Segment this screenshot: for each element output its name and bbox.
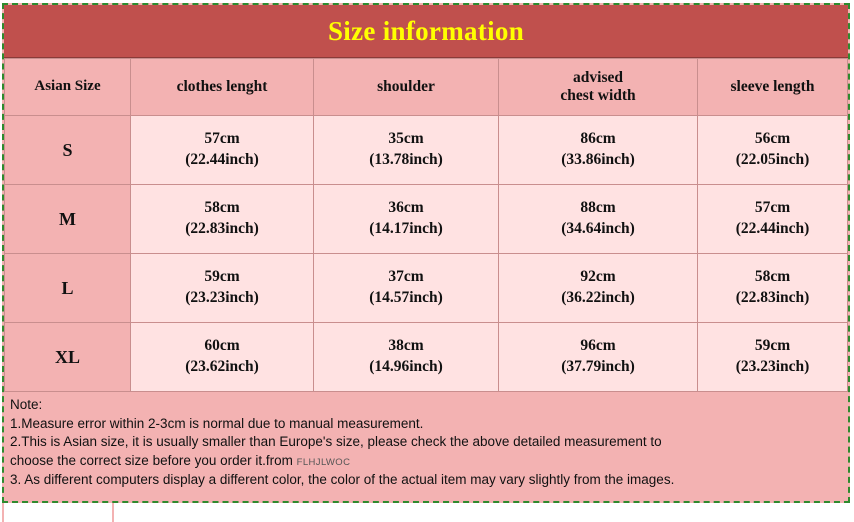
cell-shoulder — [314, 185, 499, 254]
value-inch: (14.57inch) — [369, 289, 443, 306]
cell-clothes-length — [131, 116, 314, 185]
column-header-chest-width-line2: chest width — [560, 87, 636, 104]
cell-shoulder — [314, 116, 499, 185]
value-inch: (22.44inch) — [735, 220, 810, 237]
value-cm: 36cm — [388, 199, 424, 217]
value-inch: (14.96inch) — [369, 358, 443, 375]
value-cm: 86cm — [580, 130, 616, 148]
table-header-row — [5, 59, 848, 116]
note-line-3-text: choose the correct size before you order it.from — [10, 452, 297, 468]
bottom-strip-edge-right — [112, 503, 114, 522]
watermark-text: FLHJLWOC — [296, 456, 351, 468]
column-header-asian-size: Asian Size — [5, 59, 131, 116]
value-cm: 56cm — [754, 130, 791, 148]
bottom-strip — [0, 503, 854, 522]
value-cm: 60cm — [204, 337, 240, 355]
cell-chest-width — [499, 254, 698, 323]
value-inch: (23.23inch) — [185, 289, 259, 306]
table-row — [5, 116, 848, 185]
value-cm: 96cm — [580, 337, 616, 355]
note-section — [4, 392, 848, 492]
row-size-label: S — [5, 116, 131, 185]
cell-sleeve-length — [698, 116, 848, 185]
note-heading: Note: — [10, 397, 43, 412]
cell-clothes-length — [131, 323, 314, 392]
column-header-chest-width-line1: advised — [573, 68, 623, 86]
value-cm: 59cm — [204, 268, 240, 286]
column-header-chest-width — [499, 59, 698, 116]
note-line-2: 2.This is Asian size, it is usually smaller than Europe's size, please check the above detailed measurement to — [10, 434, 662, 450]
page-title: Size information — [327, 15, 525, 46]
value-inch: (22.44inch) — [185, 151, 259, 168]
cell-clothes-length — [131, 185, 314, 254]
value-inch: (13.78inch) — [369, 151, 443, 168]
value-inch: (36.22inch) — [561, 289, 635, 306]
value-cm: 35cm — [388, 130, 424, 148]
column-header-shoulder: shoulder — [314, 59, 499, 116]
bottom-strip-edge-left — [2, 503, 4, 522]
row-size-label: XL — [5, 323, 131, 392]
chart-title-bar — [4, 5, 848, 58]
value-cm: 58cm — [204, 199, 240, 217]
value-cm: 88cm — [580, 199, 616, 217]
value-inch: (23.62inch) — [185, 358, 259, 375]
column-header-clothes-length: clothes lenght — [131, 59, 314, 116]
value-inch: (22.83inch) — [185, 220, 259, 237]
value-cm: 57cm — [204, 130, 240, 148]
value-cm: 92cm — [580, 268, 616, 286]
value-inch: (33.86inch) — [561, 151, 635, 168]
value-cm: 38cm — [388, 337, 424, 355]
cell-shoulder — [314, 323, 499, 392]
table-row — [5, 323, 848, 392]
value-cm: 37cm — [388, 268, 424, 286]
value-cm: 59cm — [754, 337, 791, 355]
note-line-4: 3. As different computers display a different color, the color of the actual item may vary slightly from the images. — [10, 471, 675, 487]
cell-clothes-length — [131, 254, 314, 323]
value-inch: (14.17inch) — [369, 220, 443, 237]
cell-shoulder — [314, 254, 499, 323]
row-size-label: L — [5, 254, 131, 323]
cell-chest-width — [499, 116, 698, 185]
cell-sleeve-length — [698, 323, 848, 392]
note-line-3 — [10, 452, 842, 471]
size-table-head — [5, 59, 848, 116]
value-inch: (22.05inch) — [735, 151, 810, 168]
row-size-label: M — [5, 185, 131, 254]
note-line-1: 1.Measure error within 2-3cm is normal due to manual measurement. — [10, 415, 424, 431]
value-inch: (37.79inch) — [561, 358, 635, 375]
value-inch: (34.64inch) — [561, 220, 635, 237]
size-table — [4, 58, 848, 392]
column-header-sleeve-length: sleeve length — [698, 59, 848, 116]
cell-chest-width — [499, 323, 698, 392]
value-cm: 58cm — [754, 268, 791, 286]
cell-sleeve-length — [698, 185, 848, 254]
table-row — [5, 185, 848, 254]
table-row — [5, 254, 848, 323]
cell-chest-width — [499, 185, 698, 254]
value-cm: 57cm — [754, 199, 791, 217]
size-chart-frame — [2, 3, 850, 503]
size-table-body — [5, 116, 848, 392]
value-inch: (22.83inch) — [735, 289, 810, 306]
cell-sleeve-length — [698, 254, 848, 323]
value-inch: (23.23inch) — [735, 358, 810, 375]
